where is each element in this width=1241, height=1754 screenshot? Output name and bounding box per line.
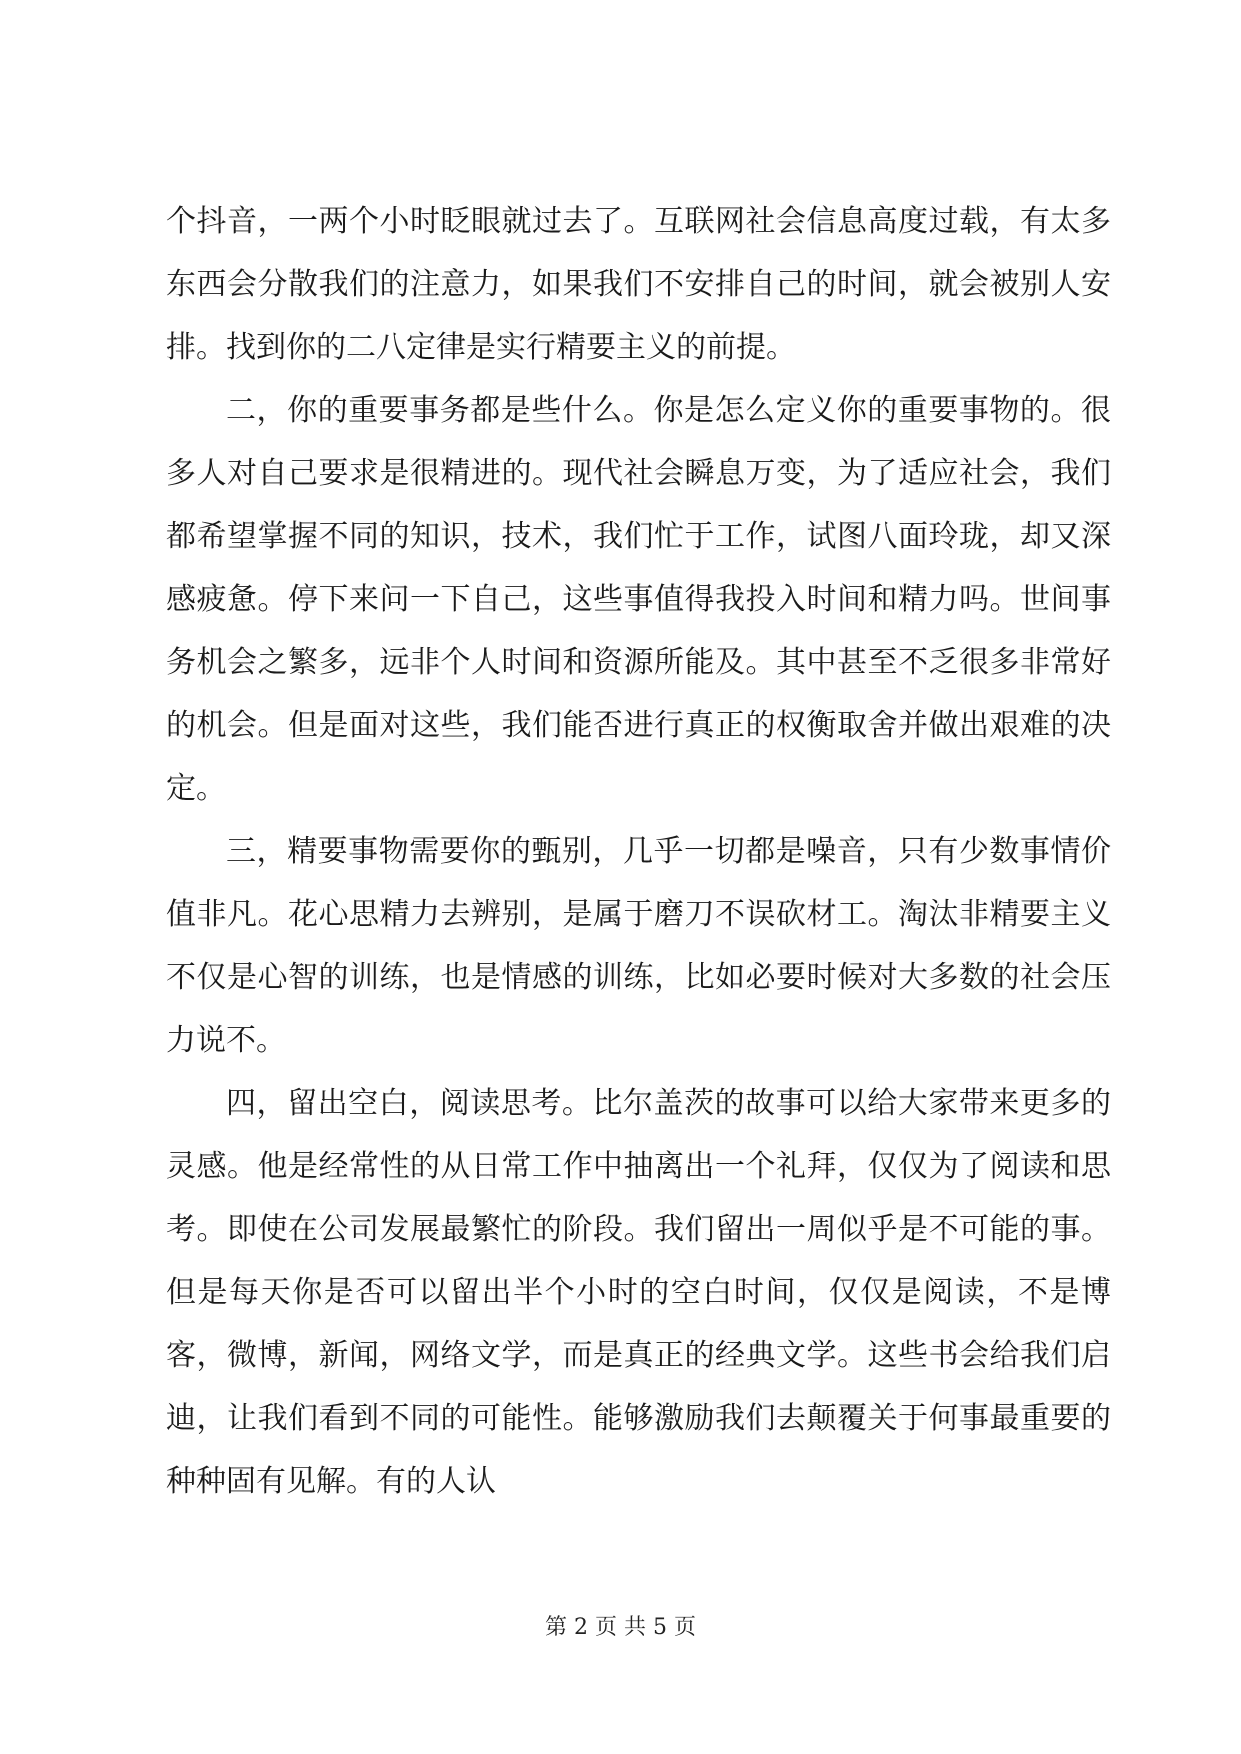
body-text	[166, 190, 1111, 1513]
paragraph-4: 四，留出空白，阅读思考。比尔盖茨的故事可以给大家带来更多的灵感。他是经常性的从日常工作中抽离出一个礼拜，仅仅为了阅读和思考。即使在公司发展最繁忙的阶段。我们留出一周似乎是不可能的事。但是每天你是否可以留出半个小时的空白时间，仅仅是阅读，不是博客，微博，新闻，网络文学，而是真正的经典文学。这些书会给我们启迪，让我们看到不同的可能性。能够激励我们去颠覆关于何事最重要的种种固有见解。有的人认	[166, 1086, 1111, 1499]
paragraph-3: 三，精要事物需要你的甄别，几乎一切都是噪音，只有少数事情价值非凡。花心思精力去辨别，是属于磨刀不误砍材工。淘汰非精要主义不仅是心智的训练，也是情感的训练，比如必要时候对大多数的社会压力说不。	[166, 834, 1111, 1058]
paragraph-2: 二，你的重要事务都是些什么。你是怎么定义你的重要事物的。很多人对自己要求是很精进的。现代社会瞬息万变，为了适应社会，我们都希望掌握不同的知识，技术，我们忙于工作，试图八面玲珑，却又深感疲惫。停下来问一下自己，这些事值得我投入时间和精力吗。世间事务机会之繁多，远非个人时间和资源所能及。其中甚至不乏很多非常好的机会。但是面对这些，我们能否进行真正的权衡取舍并做出艰难的决定。	[166, 393, 1111, 806]
paragraph-1: 个抖音，一两个小时眨眼就过去了。互联网社会信息高度过载，有太多东西会分散我们的注意力，如果我们不安排自己的时间，就会被别人安排。找到你的二八定律是实行精要主义的前提。	[166, 204, 1111, 365]
page-number-footer: 第 2 页 共 5 页	[545, 1615, 696, 1640]
